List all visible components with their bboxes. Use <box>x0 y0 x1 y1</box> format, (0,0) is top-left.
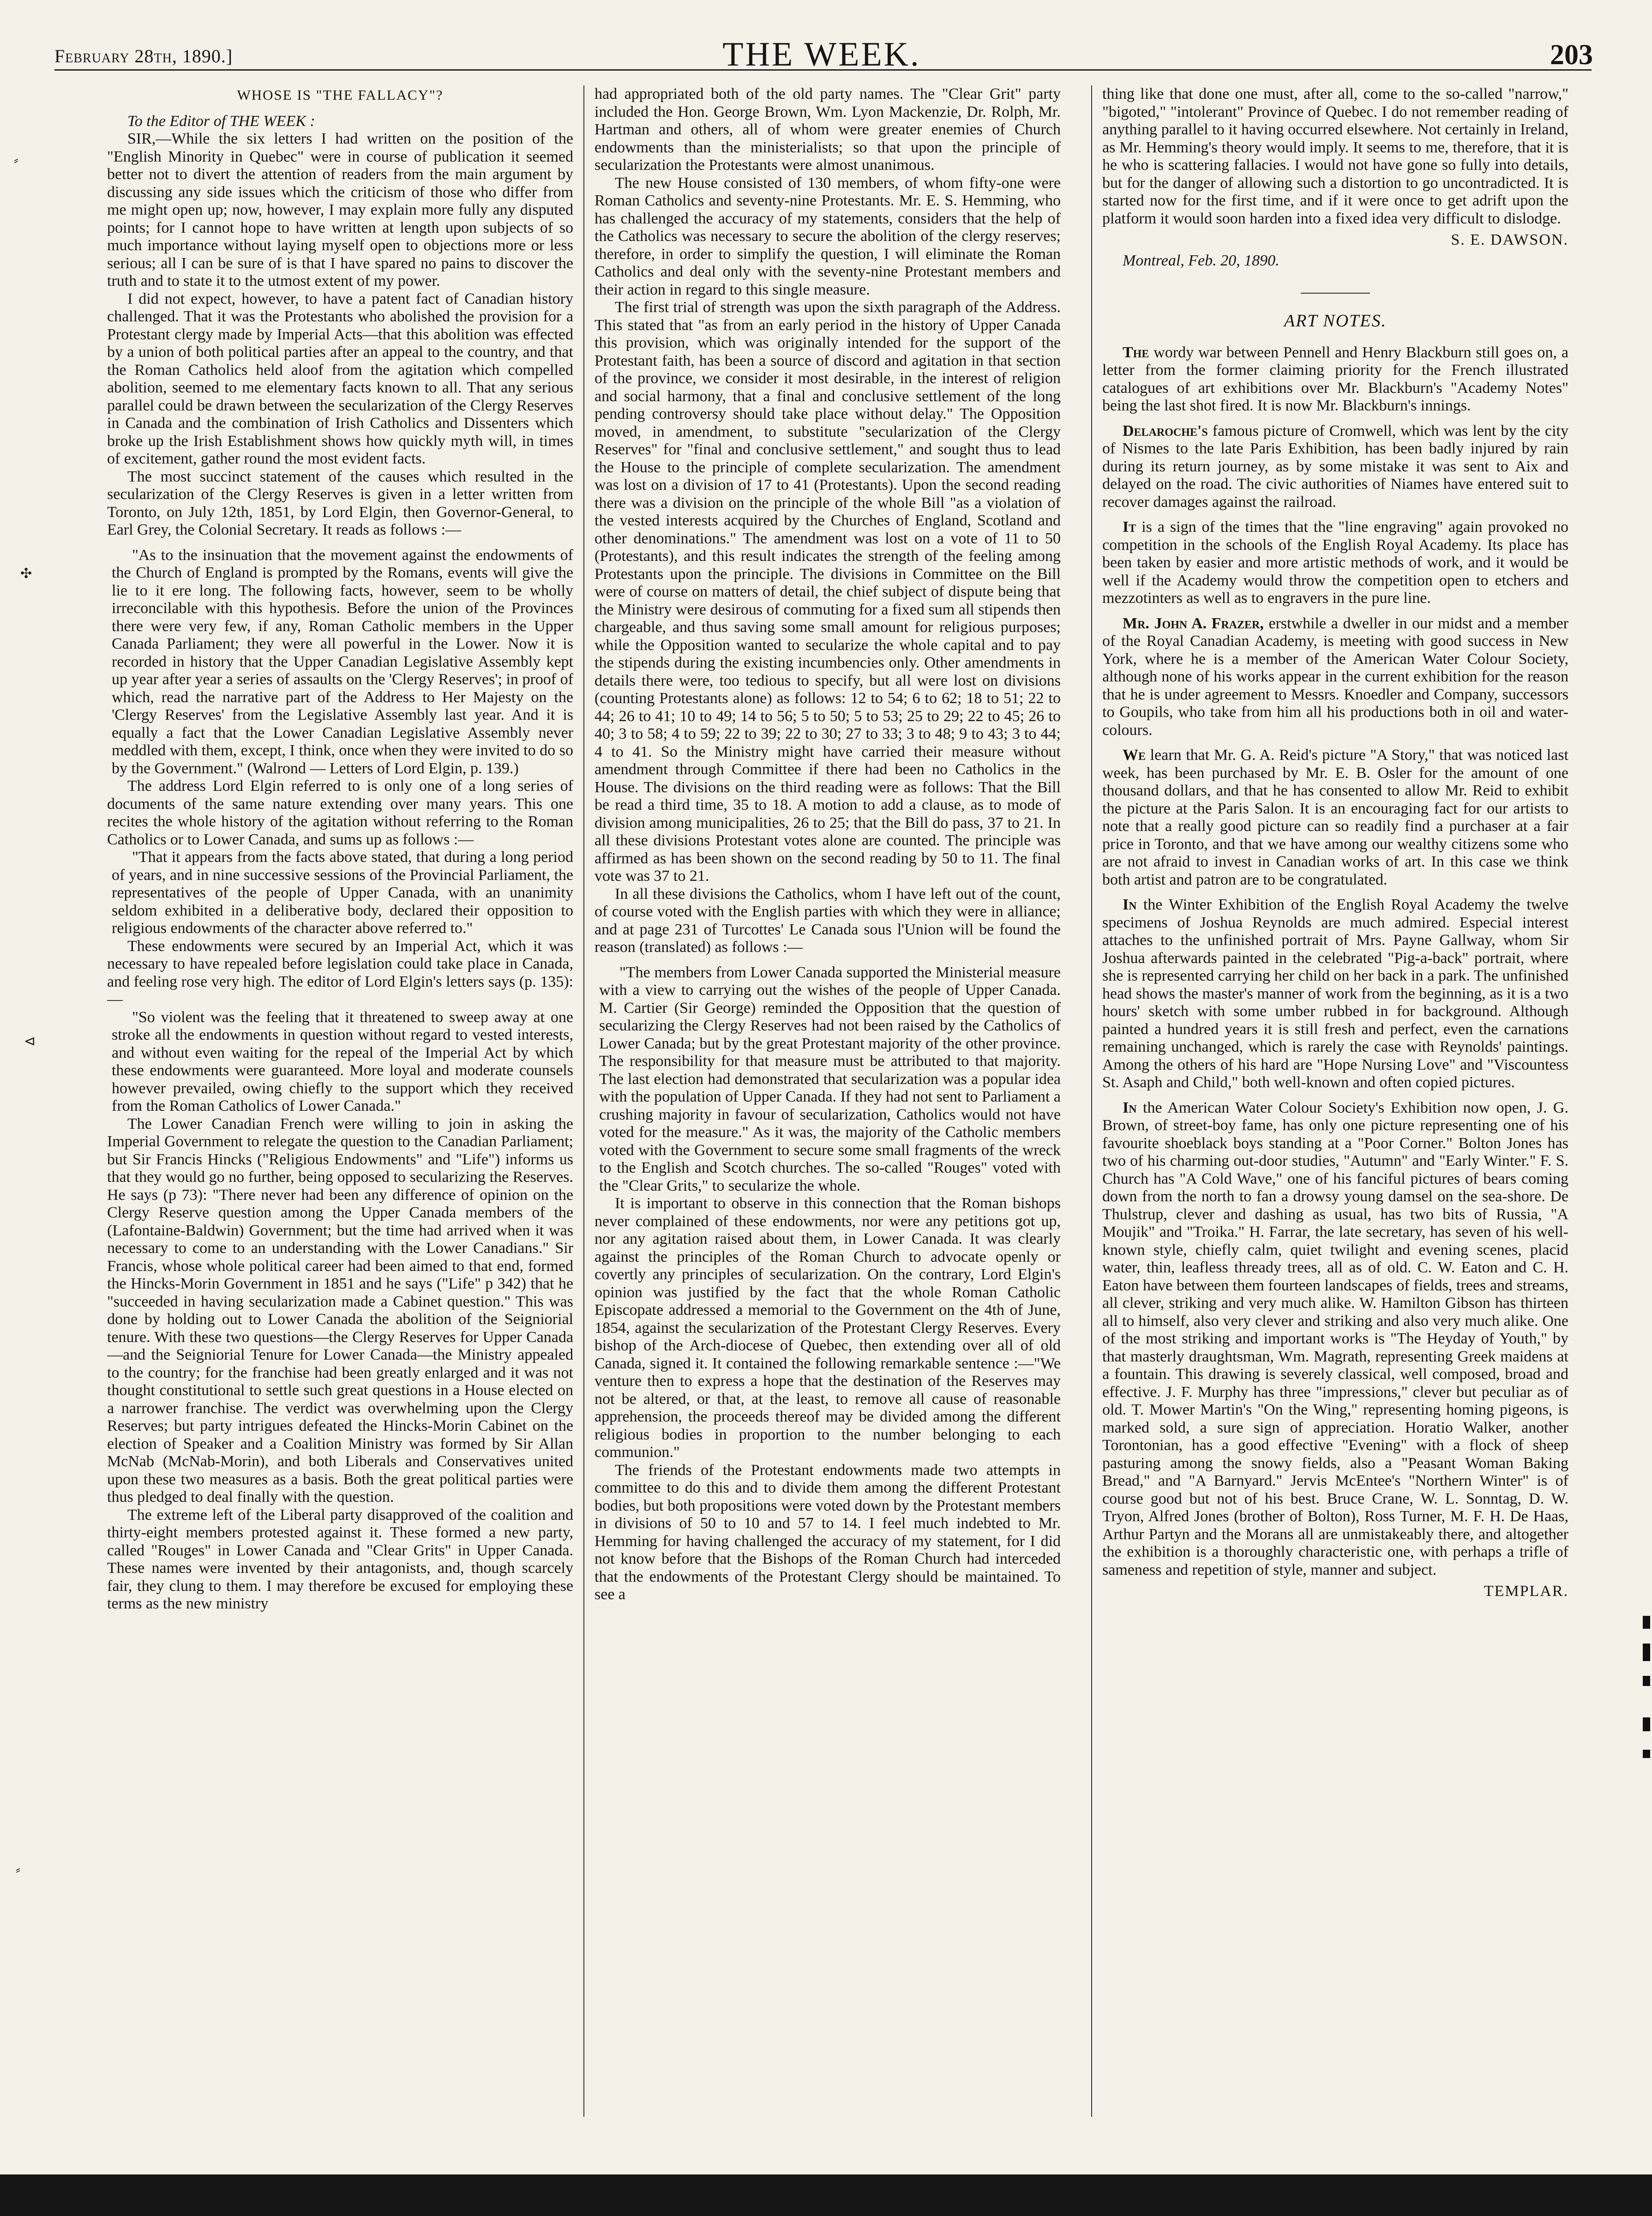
paragraph: The extreme left of the Liberal party disapproved of the coalition and thirty-eight members protested against it. These formed a new party, called "Rouges" in Lower Canada and "Clear Grits" in Upper Canada. These names were invented by their antagonists, and, though scarcely fair, they clung to them. I may therefore be excused for employing these terms as the new ministry <box>107 1506 573 1612</box>
art-note <box>1102 747 1568 889</box>
art-note-lead: Mr. John A. Frazer, <box>1123 614 1264 632</box>
masthead-title: THE WEEK. <box>722 36 921 73</box>
art-note-text: is a sign of the times that the "line engraving" again provoked no competition in the schools of the English Royal Academy. Its place has been taken by easier and more artistic methods of work, and it would be well if the Academy would throw the competition open to etchers and mezzotinters as well as to engravers in the pure line. <box>1102 518 1568 607</box>
art-note <box>1102 1099 1568 1579</box>
letter-heading: WHOSE IS "THE FALLACY"? <box>237 87 444 103</box>
paragraph: The first trial of strength was upon the sixth paragraph of the Address. This stated that "as from an early period in the history of Upper Canada this provision, which was originally intended for the support of the Protestant faith, has been a source of discord and agitation in that section of the province, we consider it most desirable, in the interest of religion and social harmony, that a final and conclusive settlement of the long pending controversy should take place without delay." The Opposition moved, in amendment, to substitute "secularization of the Clergy Reserves" for "final and conclusive settlement," and sought thus to lead the House to the principle of complete secularization. The amendment was lost on a division of 17 to 41 (Protestants). Upon the second reading there was a division on the principle of the whole Bill "as a violation of the vested interests acquired by the Churches of England, Scotland and other denominations." The amendment was lost on a vote of 11 to 50 (Protestants), and this result indicates the strength of the feeling among Protestants upon the principle. The divisions in Committee on the Bill were of course on matters of detail, the chief subject of dispute being that the Ministry were desirous of commuting for a fixed sum all stipends then chargeable, and thus saving some small amount for religious purposes; while the Opposition wanted to secularize the whole capital and to pay the stipends during the existing incumbencies only. Other amendments in details there were, too tedious to specify, but all were lost on divisions (counting Protestants alone) as follows: 12 to 54; 6 to 62; 18 to 51; 22 to 44; 26 to 41; 10 to 49; 14 to 56; 5 to 50; 5 to 53; 25 to 29; 22 to 45; 26 to 40; 3 to 58; 4 to 59; 22 to 39; 22 to 30; 27 to 33; 3 to 48; 9 to 43; 3 to 44; 4 to 41. So the Ministry might have carried their measure without amendment through Committee if there had been no Catholics in the House. The divisions on the third reading were as follows: That the Bill be read a third time, 35 to 18. A motion to add a clause, as to mode of division among municipalities, 26 to 25; that the Bill do pass, 37 to 21. In all these divisions Protestant votes alone are counted. The principle was affirmed as has been shown on the second reading by 50 to 11. The final vote was 37 to 21. <box>595 299 1061 885</box>
art-note-lead: In <box>1123 1099 1137 1116</box>
block-quote: "That it appears from the facts above stated, that during a long period of years, and in nine successive sessions of the Provincial Parliament, the representatives of the people of Upper Canada, with an unanimity seldom exhibited in a deliberative body, declared their opposition to religious endowments of the character above referred to." <box>112 849 573 937</box>
column-divider <box>583 85 584 2117</box>
paragraph: SIR,—While the six letters I had written on the position of the "English Minority in Quebec" were in course of publication it seemed better not to divert the attention of readers from the main argument by discussing any side issues which the criticism of those who differ from me might open up; now, however, I may explain more fully any disputed points; for I cannot hope to have written at length upon subjects of so much importance without laying myself open to objections more or less serious; all I can be sure of is that I have spared no pains to discover the truth and to state it to the utmost extent of my power. <box>107 130 573 289</box>
letter-salutation: To the Editor of THE WEEK : <box>127 112 315 130</box>
paragraph: I did not expect, however, to have a patent fact of Canadian history challenged. That it was the Protestants who abolished the provision for a Protestant clergy made by Imperial Acts—that this abolition was effected by a union of both political parties after an appeal to the country, and that the Roman Catholics held aloof from the agitation which compelled abolition, seemed to me elementary facts known to all. That any serious parallel could be drawn between the secularization of the Clergy Reserves in Canada and the combination of Irish Catholics and Dissenters which broke up the Irish Establishment shows how quickly myth will, in times of excitement, gather round the most evident facts. <box>107 290 573 467</box>
art-note-lead: It <box>1123 518 1136 536</box>
art-note-lead: In <box>1123 896 1137 913</box>
section-heading: ART NOTES. <box>1284 311 1387 331</box>
column-3 <box>1102 85 1568 2131</box>
art-note-text: the American Water Colour Society's Exhibition now open, J. G. Brown, of street-boy fame, has only one picture representing one of his favourite shoeblack boys standing at a "Poor Corner." Bolton Jones has two of his charming out-door studies, "Autumn" and "Early Winter." F. S. Church has "A Cold Wave," one of his fanciful pictures of bears coming down from the north to fan a drowsy young damsel on the sea-shore. De Thulstrup, clever and dashing as usual, has two bits of Russia, "A Moujik" and "Troika." H. Farrar, the late secretary, has seven of his well-known style, chiefly calm, quiet twilight and evening scenes, placid water, thin, leafless thready trees, all as of old. C. W. Eaton and C. H. Eaton have between them fourteen landscapes of fields, trees and streams, all clever, striking and very much alike. W. Hamilton Gibson has thirteen all to himself, also very clever and striking and also very much alike. One of the most striking and important works is "The Heyday of Youth," by that masterly draughtsman, Wm. Magrath, representing Greek maidens at a fountain. This drawing is severely classical, well composed, broad and effective. J. F. Murphy has three "impressions," clever but peculiar as of old. T. Mower Martin's "On the Wing," representing homing pigeons, is marked sold, a sure sign of appreciation. Horatio Walker, another Torontonian, has a good effective "Evening" with a flock of sheep pasturing among the snowy fields, also a "Peasant Woman Baking Bread," and "A Barnyard." Jervis McEntee's "Northern Winter" is of course good but not of his best. Bruce Crane, W. L. Sonntag, D. W. Tryon, Alfred Jones (brother of Bolton), Ross Turner, M. F. H. De Haas, Arthur Partyn and the Morans all are unmistakeably there, and altogether the exhibition is a thoroughly characteristic one, with perhaps a trifle of sameness and repetition of style, manner and subject. <box>1102 1099 1568 1578</box>
issue-date: February 28th, 1890.] <box>54 46 233 66</box>
art-note-text: famous picture of Cromwell, which was lent by the city of Nismes to the late Paris Exhibition, has been badly injured by rain during its return journey, as by some mistake it was sent to Aix and delayed on the road. The civic authorities of Niames have entered suit to recover damages against the railroad. <box>1102 422 1568 511</box>
paragraph: The friends of the Protestant endowments made two attempts in committee to do this and to divide them among the different Protestant bodies, but both propositions were voted down by the Protestant members in divisions of 50 to 10 and 57 to 14. I feel much indebted to Mr. Hemming for having challenged the accuracy of my statement, for I did not know before that the Bishops of the Roman Church had interceded that the endowments of the Protestant Clergy should be maintained. To see a <box>595 1461 1061 1603</box>
art-note <box>1102 896 1568 1092</box>
margin-mark: ⊲ <box>24 1034 36 1049</box>
column-divider <box>1091 85 1092 2117</box>
block-quote: "As to the insinuation that the movement against the endowments of the Church of England is prompted by the Romans, events will give the lie to it ere long. The following facts, however, seem to be wholly irreconcilable with this hypothesis. Before the union of the Provinces there were very few, if any, Roman Catholic members in the Upper Canada Parliament; they were all powerful in the Lower. Now it is recorded in history that the Upper Canadian Legislative Assembly kept up year after year a series of assaults on the 'Clergy Reserves'; in proof of which, read the narrative part of the Address to Her Majesty on the 'Clergy Reserves' from the Legislative Assembly last year. And it is equally a fact that the Lower Canadian Legislative Assembly never meddled with them, except, I think, once when they were invited to do so by the Government." (Walrond — Letters of Lord Elgin, p. 139.) <box>112 546 573 777</box>
letter-signature: S. E. DAWSON. <box>1451 231 1568 248</box>
art-note-text: the Winter Exhibition of the English Royal Academy the twelve specimens of Joshua Reynolds are much admired. Especial interest attaches to the unfinished portrait of Mrs. Payne Gallway, whom Sir Joshua afterwards painted in the celebrated "Pig-a-back" portrait, where she is represented carrying her child on her back in a park. The unfinished head shows the master's manner of work from the beginning, as it is a two hours' sketch with some umber rubbed in for background. Although painted a hundred years it is still fresh and perfect, even the carnations remaining unchanged, which is rarely the case with Reynolds' paintings. Among the others of his hard are "Hope Nursing Love" and "Viscountess St. Asaph and Child," both well-known and often copied pictures. <box>1102 896 1568 1091</box>
art-note <box>1102 422 1568 512</box>
edge-mark <box>1643 1616 1650 1629</box>
art-note-lead: The <box>1123 343 1149 361</box>
art-note-text: learn that Mr. G. A. Reid's picture "A Story," that was noticed last week, has been purchased by Mr. E. B. Osler for the amount of one thousand dollars, and that he has consented to allow Mr. Reid to exhibit the picture at the Paris Salon. It is an encouraging fact for our artists to note that a really good picture can so readily find a purchaser at a fair price in Toronto, and that we have among our wealthy citizens some who are not afraid to invest in Canadian works of art. In this case we think both artist and patron are to be congratulated. <box>1102 747 1568 888</box>
edge-mark <box>1643 1644 1650 1661</box>
art-note-text: wordy war between Pennell and Henry Blackburn still goes on, a letter from the former claiming priority for the French illustrated catalogues of art exhibitions over Mr. Blackburn's "Academy Notes" being the last shot fired. It is now Mr. Blackburn's innings. <box>1102 343 1568 414</box>
column-2 <box>595 85 1061 2131</box>
art-note <box>1102 615 1568 740</box>
art-note-text: erstwhile a dweller in our midst and a member of the Royal Canadian Academy, is meeting with good success in New York, where he is a member of the American Water Colour Society, although none of his works appear in the current exhibition for the reason that he is under agreement to Messrs. Knoedler and Company, successors to Goupils, who take from him all his productions both in oil and water-colours. <box>1102 614 1568 739</box>
paragraph: It is important to observe in this connection that the Roman bishops never complained of these endowments, nor were any petitions got up, nor any agitation raised about them, in Lower Canada. It was clearly against the principles of the Roman Church to advocate openly or covertly any principles of secularization. On the contrary, Lord Elgin's opinion was justified by the fact that the whole Roman Catholic Episcopate addressed a memorial to the Government on the 4th of June, 1854, against the secularization of the Protestant Clergy Reserves. Every bishop of the Arch-diocese of Quebec, then extending over all of old Canada, signed it. It contained the following remarkable sentence :—"We venture then to express a hope that the destination of the Reserves may not be altered, or that, at the least, to remove all cause of reasonable apprehension, the proceeds thereof may be divided among the different religious bodies in proportion to the number belonging to each communion." <box>595 1195 1061 1461</box>
edge-mark <box>1643 1750 1650 1758</box>
margin-mark: ⸗ <box>16 1862 20 1877</box>
paragraph: The most succinct statement of the causes which resulted in the secularization of the Clergy Reserves is given in a letter written from Toronto, on July 12th, 1851, by Lord Elgin, then Governor-General, to Earl Grey, the Colonial Secretary. It reads as follows :— <box>107 468 573 538</box>
paragraph: had appropriated both of the old party names. The "Clear Grit" party included the Hon. George Brown, Wm. Lyon Mackenzie, Dr. Rolph, Mr. Hartman and others, all of whom were greater enemies of Church endowments than the ministerialists; so that upon the principle of secularization the Protestants were almost unanimous. <box>595 85 1061 174</box>
page-header <box>0 22 1652 91</box>
closing-signature: TEMPLAR. <box>1484 1583 1568 1600</box>
margin-mark: ✣ <box>20 566 32 581</box>
art-note-lead: We <box>1123 747 1146 764</box>
letter-dateline: Montreal, Feb. 20, 1890. <box>1123 252 1280 269</box>
column-1 <box>107 85 573 2131</box>
art-note <box>1102 344 1568 415</box>
paragraph: The new House consisted of 130 members, of whom fifty-one were Roman Catholics and seventy-nine Protestants. Mr. E. S. Hemming, who has challenged the accuracy of my statements, considers that the help of the Catholics was necessary to secure the abolition of the clergy reserves; therefore, in order to simplify the question, I will eliminate the Roman Catholics and deal only with the seventy-nine Protestant members and their action in regard to this single measure. <box>595 174 1061 298</box>
header-rule <box>54 69 1592 71</box>
paragraph: These endowments were secured by an Imperial Act, which it was necessary to have repealed before legislation could take place in Canada, and feeling rose very high. The editor of Lord Elgin's letters says (p. 135): — <box>107 937 573 1008</box>
art-note-lead: Delaroche's <box>1123 422 1208 440</box>
paragraph: In all these divisions the Catholics, whom I have left out of the count, of course voted with the English parties with which they were in alliance; and at page 231 of Turcottes' Le Canada sous l'Union will be found the reason (translated) as follows :— <box>595 885 1061 956</box>
paragraph: thing like that done one must, after all, come to the so-called "narrow," "bigoted," "intolerant" Province of Quebec. I do not remember reading of anything parallel to it having occurred elsewhere. Not certainly in Ireland, as Mr. Hemming's theory would imply. It seems to me, therefore, that it is he who is scattering fallacies. I would not have gone so fully into details, but for the danger of allowing such a distortion to go uncontradicted. It is started now for the first time, and if it were once to get adrift upon the platform it would soon harden into a fixed idea very difficult to dislodge. <box>1102 85 1568 227</box>
paragraph: The Lower Canadian French were willing to join in asking the Imperial Government to relegate the question to the Canadian Parliament; but Sir Francis Hincks ("Religious Endowments" and "Life") informs us that they would go no further, being opposed to secularizing the Reserves. He says (p 73): "There never had been any difference of opinion on the Clergy Reserve question among the Upper Canada members of the (Lafontaine-Baldwin) Government; but the time had arrived when it was necessary to come to an understanding with the Lower Canadians." Sir Francis, whose whole political career had been aimed to that end, formed the Hincks-Morin Government in 1851 and he says ("Life" p 342) that he "succeeded in having secularization made a Cabinet question." This was done by holding out to Lower Canada the abolition of the Seigniorial tenure. With these two questions—the Clergy Reserves for Upper Canada—and the Seigniorial Tenure for Lower Canada—the Ministry appealed to the country; for the franchise had been greatly enlarged and it was not thought constitutional to settle such great questions in a House elected on a narrower franchise. The verdict was overwhelming upon the Clergy Reserves; but party intrigues defeated the Hincks-Morin Cabinet on the election of Speaker and a Coalition Ministry was formed by Sir Allan McNab (McNab-Morin), and both Liberals and Conservatives united upon these two measures as a basis. Both the great political parties were thus pledged to deal finally with the question. <box>107 1115 573 1505</box>
edge-mark <box>1643 1717 1650 1731</box>
block-quote: "The members from Lower Canada supported the Ministerial measure with a view to carrying out the wishes of the people of Upper Canada. M. Cartier (Sir George) reminded the Opposition that the question of secularizing the Clergy Reserves had not been raised by the Catholics of Lower Canada; but by the great Protestant majority of the other province. The responsibility for that measure must be attributed to that majority. The last election had demonstrated that secularization was a popular idea with the population of Upper Canada. If they had not sent to Parliament a crushing majority in favour of secularization, Catholics would not have voted for the measure." As it was, the majority of the Catholic members voted with the Government to secure some small fragments of the wreck to the English and Scotch churches. The so-called "Rouges" voted with the "Clear Grits," to secularize the whole. <box>599 963 1061 1194</box>
page-number: 203 <box>1550 39 1593 71</box>
paragraph: The address Lord Elgin referred to is only one of a long series of documents of the same nature extending over many years. This one recites the whole history of the agitation without referring to the Roman Catholics or to Lower Canada, and sums up as follows :— <box>107 777 573 848</box>
margin-mark: ⸗ <box>14 152 18 168</box>
edge-mark <box>1643 1676 1650 1686</box>
block-quote: "So violent was the feeling that it threatened to sweep away at one stroke all the endowments in question without regard to vested interests, and without even waiting for the repeal of the Imperial Act by which these endowments were guaranteed. More loyal and moderate counsels however prevailed, owing chiefly to the support which they received from the Roman Catholics of Lower Canada." <box>112 1008 573 1114</box>
art-note <box>1102 518 1568 608</box>
scan-bottom-edge <box>0 2174 1652 2216</box>
section-rule <box>1301 293 1370 294</box>
